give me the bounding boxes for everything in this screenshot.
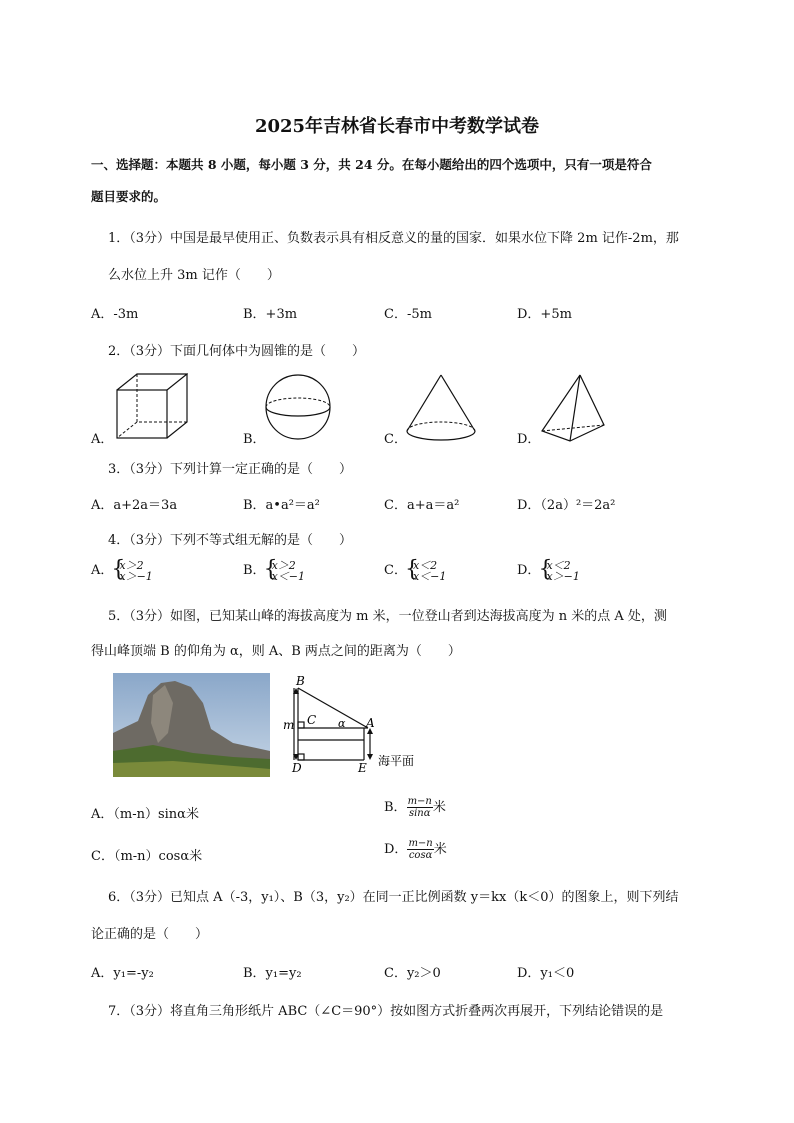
label-A: A	[366, 716, 375, 730]
elevation-diagram	[280, 672, 430, 780]
sphere-icon	[265, 374, 335, 444]
q5-option-d: D． $\frac{m-n}{\cos\alpha}$ 米	[384, 838, 447, 861]
q4-option-a	[91, 559, 153, 582]
q4-option-d-label: D．	[517, 563, 541, 578]
q4-option-d	[517, 559, 580, 582]
q4-option-b-label: B．	[243, 563, 266, 578]
q1-option-d: D．+5m	[517, 307, 572, 322]
question-6-stem-cont: 论正确的是（ ）	[91, 927, 209, 942]
inequality-system: { x＜2 x＞−1	[540, 560, 579, 582]
label-sea-level: 海平面	[378, 754, 415, 768]
q5-option-a: A．（m-n）sinα米	[91, 807, 199, 822]
question-4-stem: 4．（3分）下列不等式组无解的是（ ）	[108, 533, 353, 548]
q6-option-d: D．y₁＜0	[517, 966, 575, 981]
cone-icon	[405, 373, 477, 445]
label-C: C	[307, 713, 317, 727]
question-1-stem: 1．（3分）中国是最早使用正、负数表示具有相反意义的量的国家．如果水位下降 2m 记作-2m，那	[108, 231, 679, 246]
q6-option-a: A．y₁=-y₂	[91, 966, 154, 981]
q1-option-c: C．-5m	[384, 307, 432, 322]
question-7-stem: 7．（3分）将直角三角形纸片 ABC（∠C＝90°）按如图方式折叠两次再展开，下列结论错误的是	[108, 1004, 664, 1019]
section-heading-cont: 题目要求的。	[91, 189, 167, 204]
q3-option-a: A．a+2a＝3a	[91, 498, 178, 513]
inequality-system: { x＜2 x＜−1	[407, 560, 446, 582]
q3-option-b: B．a•a²＝a²	[243, 498, 320, 513]
q1-option-b: B．+3m	[243, 307, 298, 322]
q3-option-c: C．a+a＝a²	[384, 498, 460, 513]
q4-option-b	[243, 559, 305, 582]
pyramid-icon	[540, 373, 608, 445]
q1-option-a: A．-3m	[91, 307, 139, 322]
question-1-stem-cont: 么水位上升 3m 记作（ ）	[108, 268, 280, 283]
cube-icon	[113, 370, 188, 440]
fraction: $\frac{m-n}{\cos\alpha}$	[408, 838, 433, 861]
label-B: B	[296, 674, 305, 688]
q6-option-b: B．y₁=y₂	[243, 966, 302, 981]
label-E: E	[358, 761, 367, 775]
q2-option-b: B．	[243, 432, 266, 447]
question-5-stem: 5．（3分）如图，已知某山峰的海拔高度为 m 米，一位登山者到达海拔高度为 n 米的点 A 处，测	[108, 609, 667, 624]
q3-option-d: D．（2a）²＝2a²	[517, 498, 616, 513]
question-2-stem: 2．（3分）下面几何体中为圆锥的是（ ）	[108, 344, 366, 359]
fraction: $\frac{m-n}{\sin\alpha}$	[407, 796, 432, 819]
question-5-stem-cont: 得山峰顶端 B 的仰角为 α，则 A、B 两点之间的距离为（ ）	[91, 644, 461, 659]
page-title: 2025年吉林省长春市中考数学试卷	[254, 116, 540, 137]
question-3-stem: 3．（3分）下列计算一定正确的是（ ）	[108, 462, 353, 477]
q4-option-a-label: A．	[91, 563, 114, 578]
q6-option-c: C．y₂＞0	[384, 966, 441, 981]
question-6-stem: 6．（3分）已知点 A（-3，y₁）、B（3，y₂）在同一正比例函数 y＝kx（k＜0）的图象上，则下列结	[108, 890, 679, 905]
label-m: m	[283, 718, 295, 732]
inequality-system: { x＞2 x＜−1	[266, 560, 305, 582]
q5-option-b: B． $\frac{m-n}{\sin\alpha}$ 米	[384, 796, 446, 819]
mountain-photo	[113, 673, 270, 777]
q4-option-c-label: C．	[384, 563, 407, 578]
q4-option-c	[384, 559, 446, 582]
q2-option-c: C．	[384, 432, 407, 447]
label-alpha: α	[338, 717, 346, 730]
q2-option-a: A．	[91, 432, 114, 447]
q2-option-d: D．	[517, 432, 541, 447]
inequality-system: { x＞2 x＞−1	[113, 560, 152, 582]
q5-option-c: C．（m-n）cosα米	[91, 849, 203, 864]
label-D: D	[292, 761, 302, 775]
section-heading: 一、选择题：本题共 8 小题，每小题 3 分，共 24 分。在每小题给出的四个选项中，只有一项是符合	[91, 157, 652, 172]
